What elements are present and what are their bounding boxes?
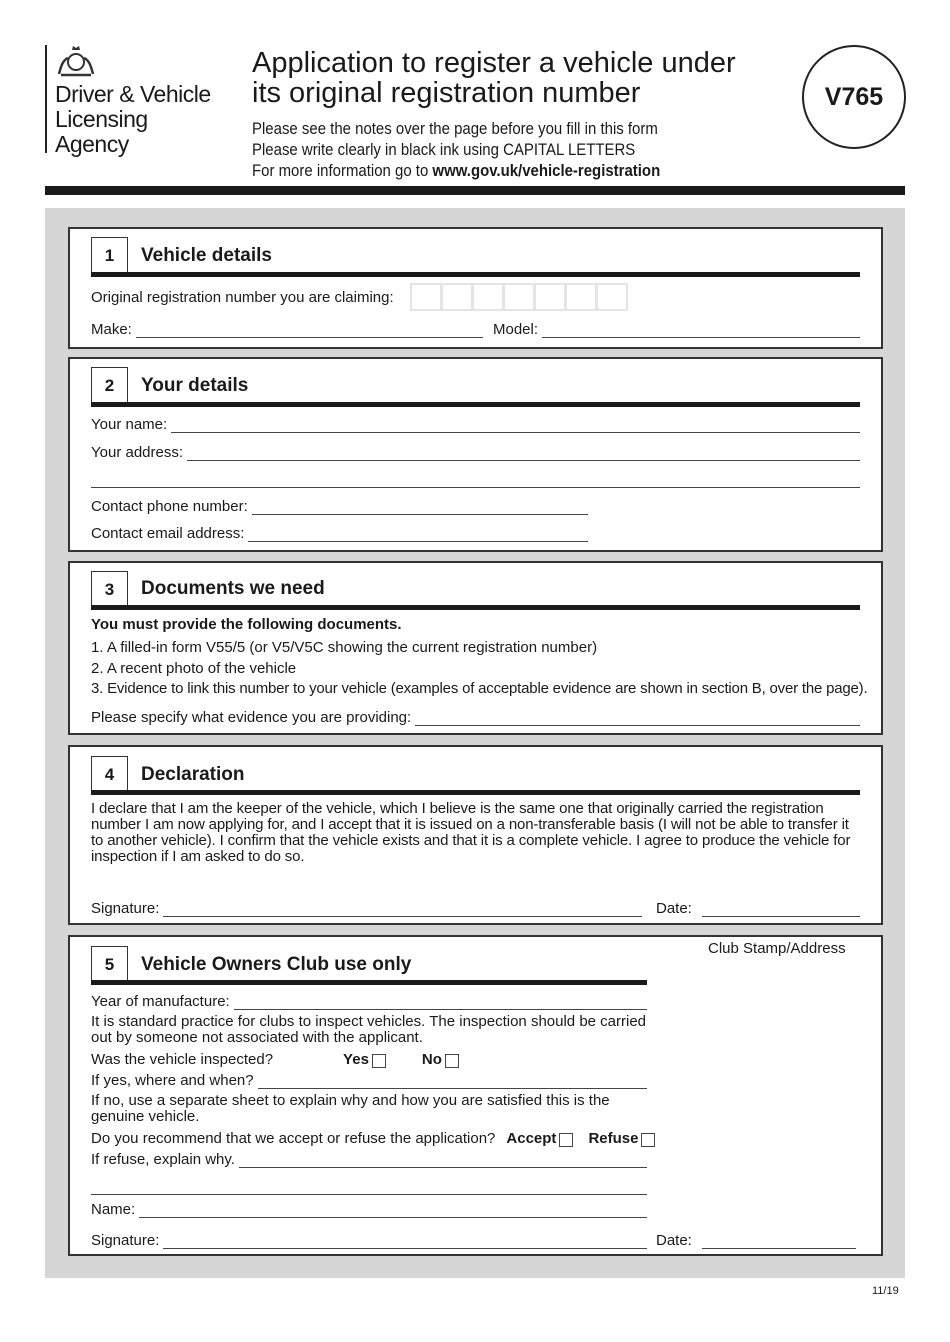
label: Was the vehicle inspected? — [91, 1051, 274, 1068]
address-field[interactable] — [91, 443, 860, 461]
section-number: 1 — [91, 237, 128, 274]
label: Name: — [91, 1201, 136, 1218]
section-title: Declaration — [141, 764, 245, 785]
label: If refuse, explain why. — [91, 1151, 235, 1168]
label: Date: — [656, 1232, 692, 1249]
date-field[interactable] — [656, 899, 860, 917]
declaration-text: I declare that I am the keeper of the vehicle, which I believe is the same one that originally carried the registration number I am now applying for, and I accept that it is issued on a non-transferable basis (I will not be able to transfer it to another vehicle). I confirm that the vehicle exists and that it is a complete vehicle. I agree to produce the vehicle for inspection if I am asked to do so. — [91, 800, 851, 865]
section-title: Vehicle details — [141, 245, 272, 266]
label: Signature: — [91, 900, 160, 917]
header-rule — [45, 186, 905, 195]
form-title — [252, 48, 736, 108]
no-checkbox[interactable] — [445, 1054, 459, 1068]
section-number: 2 — [91, 367, 128, 404]
form-version: 11/19 — [872, 1285, 899, 1297]
make-field[interactable] — [91, 320, 483, 338]
yes-label: Yes — [343, 1051, 369, 1068]
label: Do you recommend that we accept or refuse the application? — [91, 1130, 496, 1147]
club-stamp-label: Club Stamp/Address — [708, 940, 846, 957]
section-number: 5 — [91, 946, 128, 983]
document-item: 1. A filled-in form V55/5 (or V5/V5C showing the current registration number) — [91, 639, 598, 656]
inspection-text: It is standard practice for clubs to inspect vehicles. The inspection should be carried out by someone not associated with the applicant. — [91, 1013, 647, 1046]
note: Please see the notes over the page before you fill in this form — [252, 119, 658, 138]
info-link[interactable]: www.gov.uk/vehicle-registration — [432, 161, 661, 180]
form-code-badge: V765 — [802, 45, 906, 149]
if-no-text: If no, use a separate sheet to explain why and how you are satisfied this is the genuine vehicle. — [91, 1092, 610, 1125]
section-number: 4 — [91, 756, 128, 793]
title-line: Application to register a vehicle under — [252, 47, 736, 79]
refuse-reason-field[interactable] — [91, 1150, 647, 1168]
logo-divider — [45, 45, 47, 153]
club-name-field[interactable] — [91, 1200, 647, 1218]
where-when-field[interactable] — [91, 1071, 647, 1089]
form-notes — [252, 118, 660, 181]
accept-label: Accept — [506, 1130, 557, 1147]
refuse-reason-line2[interactable] — [91, 1177, 647, 1195]
documents-intro: You must provide the following documents. — [91, 616, 402, 633]
royal-crest-logo — [55, 44, 97, 78]
refuse-label: Refuse — [588, 1130, 639, 1147]
inspected-question — [91, 1050, 459, 1068]
year-field[interactable] — [91, 992, 647, 1010]
note: For more information go to — [252, 161, 433, 180]
accept-checkbox[interactable] — [559, 1133, 573, 1147]
recommend-question — [91, 1129, 655, 1147]
section-rule — [91, 980, 647, 985]
no-label: No — [421, 1051, 442, 1068]
document-item: 2. A recent photo of the vehicle — [91, 660, 297, 677]
name-field[interactable] — [91, 415, 860, 433]
section-rule — [91, 605, 860, 610]
section-number: 3 — [91, 571, 128, 608]
label: Your name: — [91, 416, 168, 433]
section-title: Vehicle Owners Club use only — [141, 954, 412, 975]
address-field-line2[interactable] — [91, 470, 860, 488]
club-date-field[interactable] — [656, 1231, 856, 1249]
refuse-checkbox[interactable] — [641, 1133, 655, 1147]
label: Make: — [91, 321, 132, 338]
note: Please write clearly in black ink using CAPITAL LETTERS — [252, 140, 636, 159]
label: Original registration number you are claiming: — [91, 289, 394, 306]
agency-name — [55, 82, 211, 157]
label: Contact phone number: — [91, 498, 248, 515]
org-line: Driver & Vehicle — [55, 81, 211, 107]
label: Date: — [656, 900, 692, 917]
signature-field[interactable] — [91, 899, 642, 917]
label: Signature: — [91, 1232, 160, 1249]
document-item: 3. Evidence to link this number to your vehicle (examples of acceptable evidence are shown in section B, over the page). — [91, 680, 868, 697]
section-rule — [91, 402, 860, 407]
org-line: Agency — [55, 131, 129, 157]
reg-number-input[interactable] — [410, 283, 628, 311]
label: Contact email address: — [91, 525, 245, 542]
title-line: its original registration number — [252, 77, 641, 109]
section-rule — [91, 790, 860, 795]
model-field[interactable] — [493, 320, 860, 338]
label: Your address: — [91, 444, 184, 461]
section-title: Your details — [141, 375, 249, 396]
club-signature-field[interactable] — [91, 1231, 647, 1249]
label: Model: — [493, 321, 539, 338]
reg-label — [91, 288, 394, 306]
label: If yes, where and when? — [91, 1072, 254, 1089]
email-field[interactable] — [91, 524, 588, 542]
section-rule — [91, 272, 860, 277]
yes-checkbox[interactable] — [372, 1054, 386, 1068]
section-title: Documents we need — [141, 578, 325, 599]
label: Year of manufacture: — [91, 993, 230, 1010]
org-line: Licensing — [55, 106, 148, 132]
evidence-field[interactable] — [91, 708, 860, 726]
phone-field[interactable] — [91, 497, 588, 515]
label: Please specify what evidence you are providing: — [91, 709, 412, 726]
